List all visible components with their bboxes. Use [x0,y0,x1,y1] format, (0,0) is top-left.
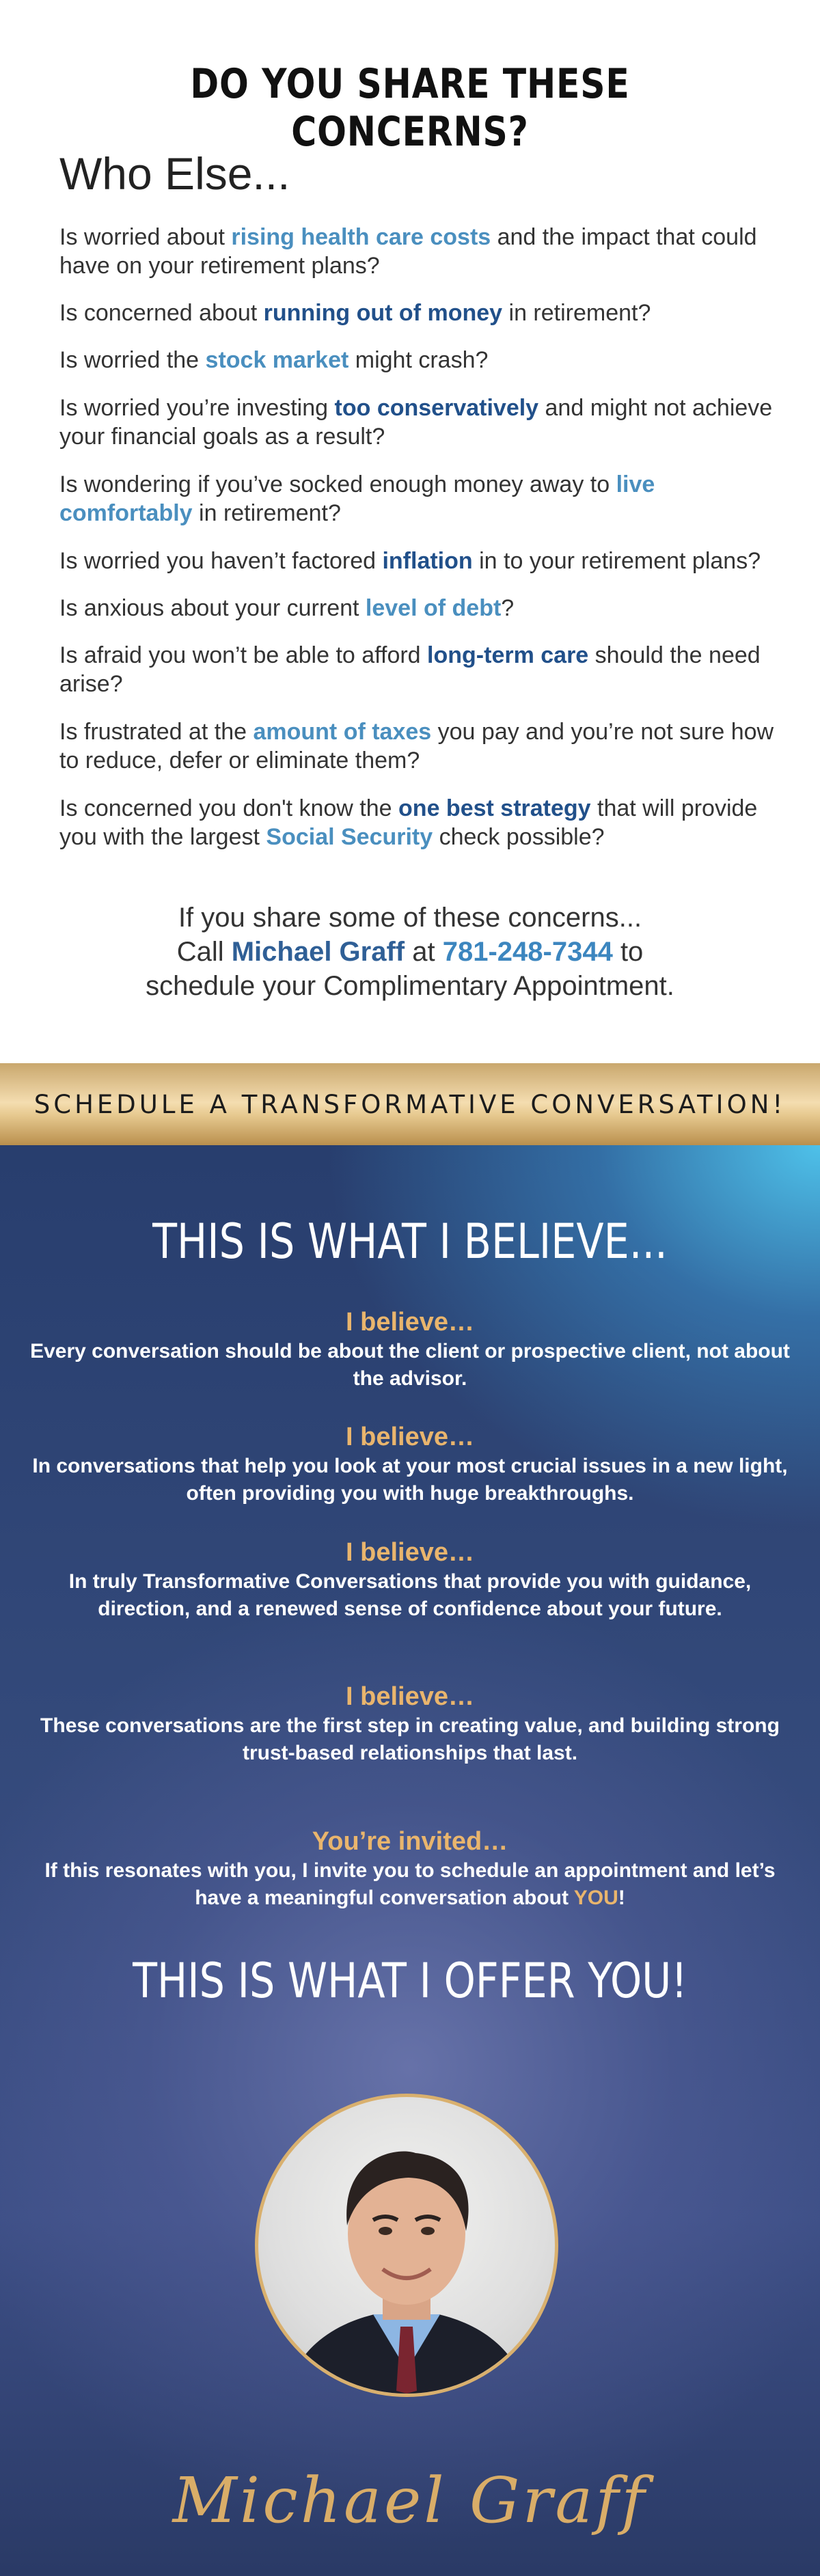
invite-heading: You’re invited… [312,1827,508,1856]
belief-block-4 [27,1681,793,1767]
concern-highlight: rising health care costs [231,224,491,250]
concern-highlight: long-term care [427,642,589,668]
concern-highlight: one best strategy [398,795,591,821]
cta-line-1: If you share some of these concerns... [178,903,642,933]
advisor-portrait-illustration [258,2097,555,2394]
concerns-heading: DO YOU SHARE THESE CONCERNS? [190,60,630,156]
invite-block [27,1826,793,1912]
belief-block-3 [27,1537,793,1623]
concern-item-inflation: Is worried you haven’t factored inflation in to your retirement plans? [59,548,761,574]
belief-heading: I believe… [346,1308,474,1337]
concern-highlight: level of debt [365,595,502,621]
concern-highlight: stock market [205,347,349,373]
beliefs-section [0,1145,820,2576]
belief-block-2 [27,1421,793,1507]
concern-item-health-care: Is worried about rising health care costs and the impact that could have on your retirement plans? [59,224,757,279]
concern-highlight: too conservatively [334,395,539,421]
concern-item-conservative: Is worried you’re investing too conservatively and might not achieve your financial goals as a result? [59,395,773,450]
belief-heading: I believe… [346,1423,474,1451]
concern-highlight-secondary: Social Security [266,824,433,850]
concerns-section [0,0,820,1063]
beliefs-heading: THIS IS WHAT I BELIEVE... [152,1214,668,1270]
schedule-banner-text[interactable]: SCHEDULE A TRANSFORMATIVE CONVERSATION! [33,1089,787,1119]
concern-item-stock-market: Is worried the stock market might crash? [59,347,489,373]
advisor-signature: Michael Graff [172,2464,648,2537]
belief-heading: I believe… [346,1682,474,1711]
concern-item-debt: Is anxious about your current level of debt? [59,595,515,621]
belief-body: Every conversation should be about the client or prospective client, not about the advisor. [30,1340,790,1390]
advisor-portrait [255,2094,558,2397]
phone-number[interactable]: 781-248-7344 [442,937,613,967]
belief-body: These conversations are the first step in creating value, and building strong trust-based relationships that last. [40,1714,780,1764]
cta-line-3: schedule your Complimentary Appointment. [146,971,674,1001]
belief-body: In truly Transformative Conversations that provide you with guidance, direction, and a renewed sense of confidence about your future. [68,1570,752,1620]
invite-body: If this resonates with you, I invite you to schedule an appointment and let’s have a meaningful conversation about YOU! [44,1859,776,1909]
who-else-subheading: Who Else... [59,148,290,199]
belief-heading: I believe… [346,1538,474,1567]
belief-block-1 [27,1306,793,1393]
concern-item-taxes: Is frustrated at the amount of taxes you pay and you’re not sure how to reduce, defer or eliminate them? [59,719,774,773]
advisor-name: Michael Graff [231,937,405,967]
concern-highlight: live comfortably [59,471,655,526]
concern-item-money: Is concerned about running out of money in retirement? [59,300,651,326]
cta-line-2: Call Michael Graff at 781-248-7344 to [176,937,644,967]
concern-item-social-security: Is concerned you don't know the one best strategy that will provide you with the largest Social Security check possible? [59,795,758,850]
offer-heading: THIS IS WHAT I OFFER YOU! [133,1953,687,2009]
concern-highlight: amount of taxes [253,719,432,745]
schedule-banner[interactable] [0,1063,820,1145]
concern-item-live-comfortably: Is wondering if you’ve socked enough money away to live comfortably in retirement? [59,471,655,526]
call-to-action [0,901,820,1003]
concern-item-long-term-care: Is afraid you won’t be able to afford long-term care should the need arise? [59,642,761,697]
concern-highlight: running out of money [263,300,503,326]
belief-body: In conversations that help you look at your most crucial issues in a new light, often providing you with huge breakthroughs. [32,1455,788,1505]
invite-you-highlight: YOU [573,1887,618,1909]
concern-highlight: inflation [382,548,473,574]
